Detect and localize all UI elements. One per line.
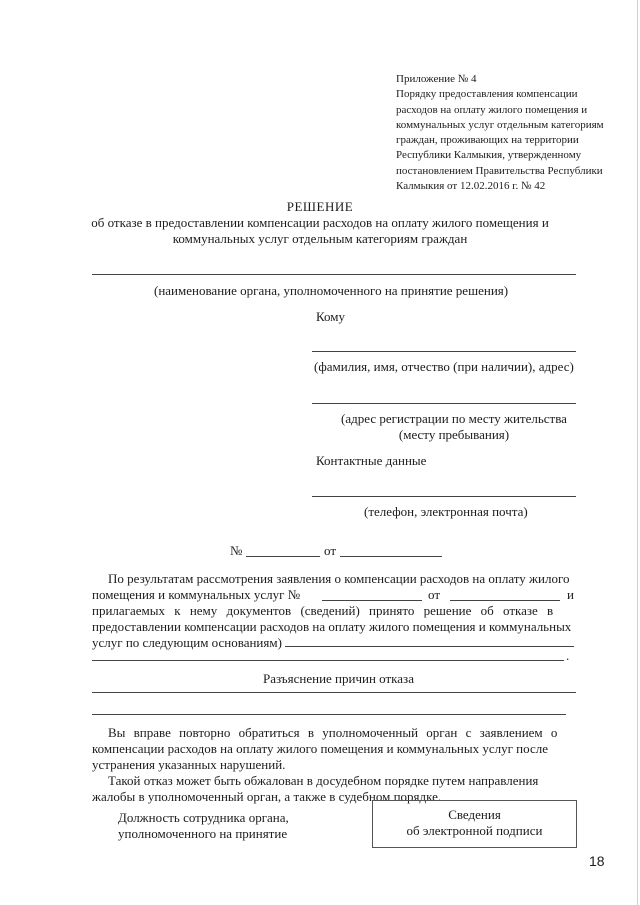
body-line: предоставлении компенсации расходов на оплату жилого помещения и коммунальных	[92, 619, 572, 634]
appendix-line: расходов на оплату жилого помещения и	[396, 103, 588, 116]
document-subtitle-line: об отказе в предоставлении компенсации расходов на оплату жилого помещения и	[91, 215, 549, 230]
org-caption: (наименование органа, уполномоченного на принятие решения)	[154, 283, 509, 298]
body-line: услуг по следующим основаниям)	[92, 635, 282, 650]
date-from-label: от	[324, 543, 337, 558]
reg-caption-line: (месту пребывания)	[398, 427, 510, 442]
fio-caption: (фамилия, имя, отчество (при наличии), адрес)	[314, 359, 574, 374]
contacts-line	[312, 496, 576, 497]
reg-caption-line: (адрес регистрации по месту жительства	[341, 411, 567, 426]
appendix-line: граждан, проживающих на территории	[396, 134, 579, 147]
notice-line: Вы вправе повторно обратиться в уполномоченный орган с заявлением о	[108, 725, 558, 740]
grounds-end-dot: .	[566, 648, 570, 663]
position-label-line: Должность сотрудника органа,	[118, 810, 289, 825]
grounds-line	[92, 660, 564, 661]
address-line	[312, 403, 576, 404]
number-sign: №	[230, 543, 243, 558]
position-label-line: уполномоченного на принятие	[118, 826, 288, 841]
appendix-line: коммунальных услуг отдельным категориям	[396, 118, 604, 131]
recipient-line	[312, 351, 576, 352]
body-and-label: и	[567, 587, 574, 602]
reason-title: Разъяснение причин отказа	[263, 671, 414, 686]
number-field-line	[246, 556, 320, 557]
reason-line	[92, 714, 566, 715]
reason-line	[92, 692, 576, 693]
appendix-block	[396, 72, 604, 194]
body-line: прилагаемых к нему документов (сведений) принято решение об отказе в	[92, 603, 554, 618]
to-label: Кому	[316, 309, 346, 324]
document-subtitle-line: коммунальных услуг отдельным категориям граждан	[172, 231, 468, 246]
appendix-line: Калмыкия от 12.02.2016 г. № 42	[396, 180, 546, 193]
appendix-line: Порядку предоставления компенсации	[396, 88, 578, 101]
contacts-label: Контактные данные	[316, 453, 427, 468]
date-field-line	[340, 556, 442, 557]
document-title: РЕШЕНИЕ	[286, 199, 354, 214]
signature-box-line: Сведения	[448, 807, 501, 822]
body-from-label: от	[428, 587, 441, 602]
notice-line: жалобы в уполномоченный орган, а также в судебном порядке.	[92, 789, 442, 804]
notice-line: компенсации расходов на оплату жилого помещения и коммунальных услуг после	[92, 741, 548, 756]
grounds-line	[285, 646, 574, 647]
notice-line: устранения указанных нарушений.	[92, 757, 286, 772]
notice-line: Такой отказ может быть обжалован в досудебном порядке путем направления	[108, 773, 539, 788]
appendix-line: Приложение № 4	[396, 73, 477, 85]
appendix-line: постановлением Правительства Республики	[396, 164, 603, 177]
page-edge	[637, 0, 638, 905]
body-line: По результатам рассмотрения заявления о компенсации расходов на оплату жилого	[108, 571, 570, 586]
contacts-caption: (телефон, электронная почта)	[364, 504, 528, 519]
page-number: 18	[589, 853, 605, 869]
application-date-line	[450, 600, 560, 601]
application-number-line	[322, 600, 422, 601]
org-name-line	[92, 274, 576, 275]
signature-box-line: об электронной подписи	[406, 823, 543, 838]
body-line: помещения и коммунальных услуг №	[92, 587, 301, 602]
appendix-line: Республики Калмыкия, утвержденному	[396, 149, 582, 162]
